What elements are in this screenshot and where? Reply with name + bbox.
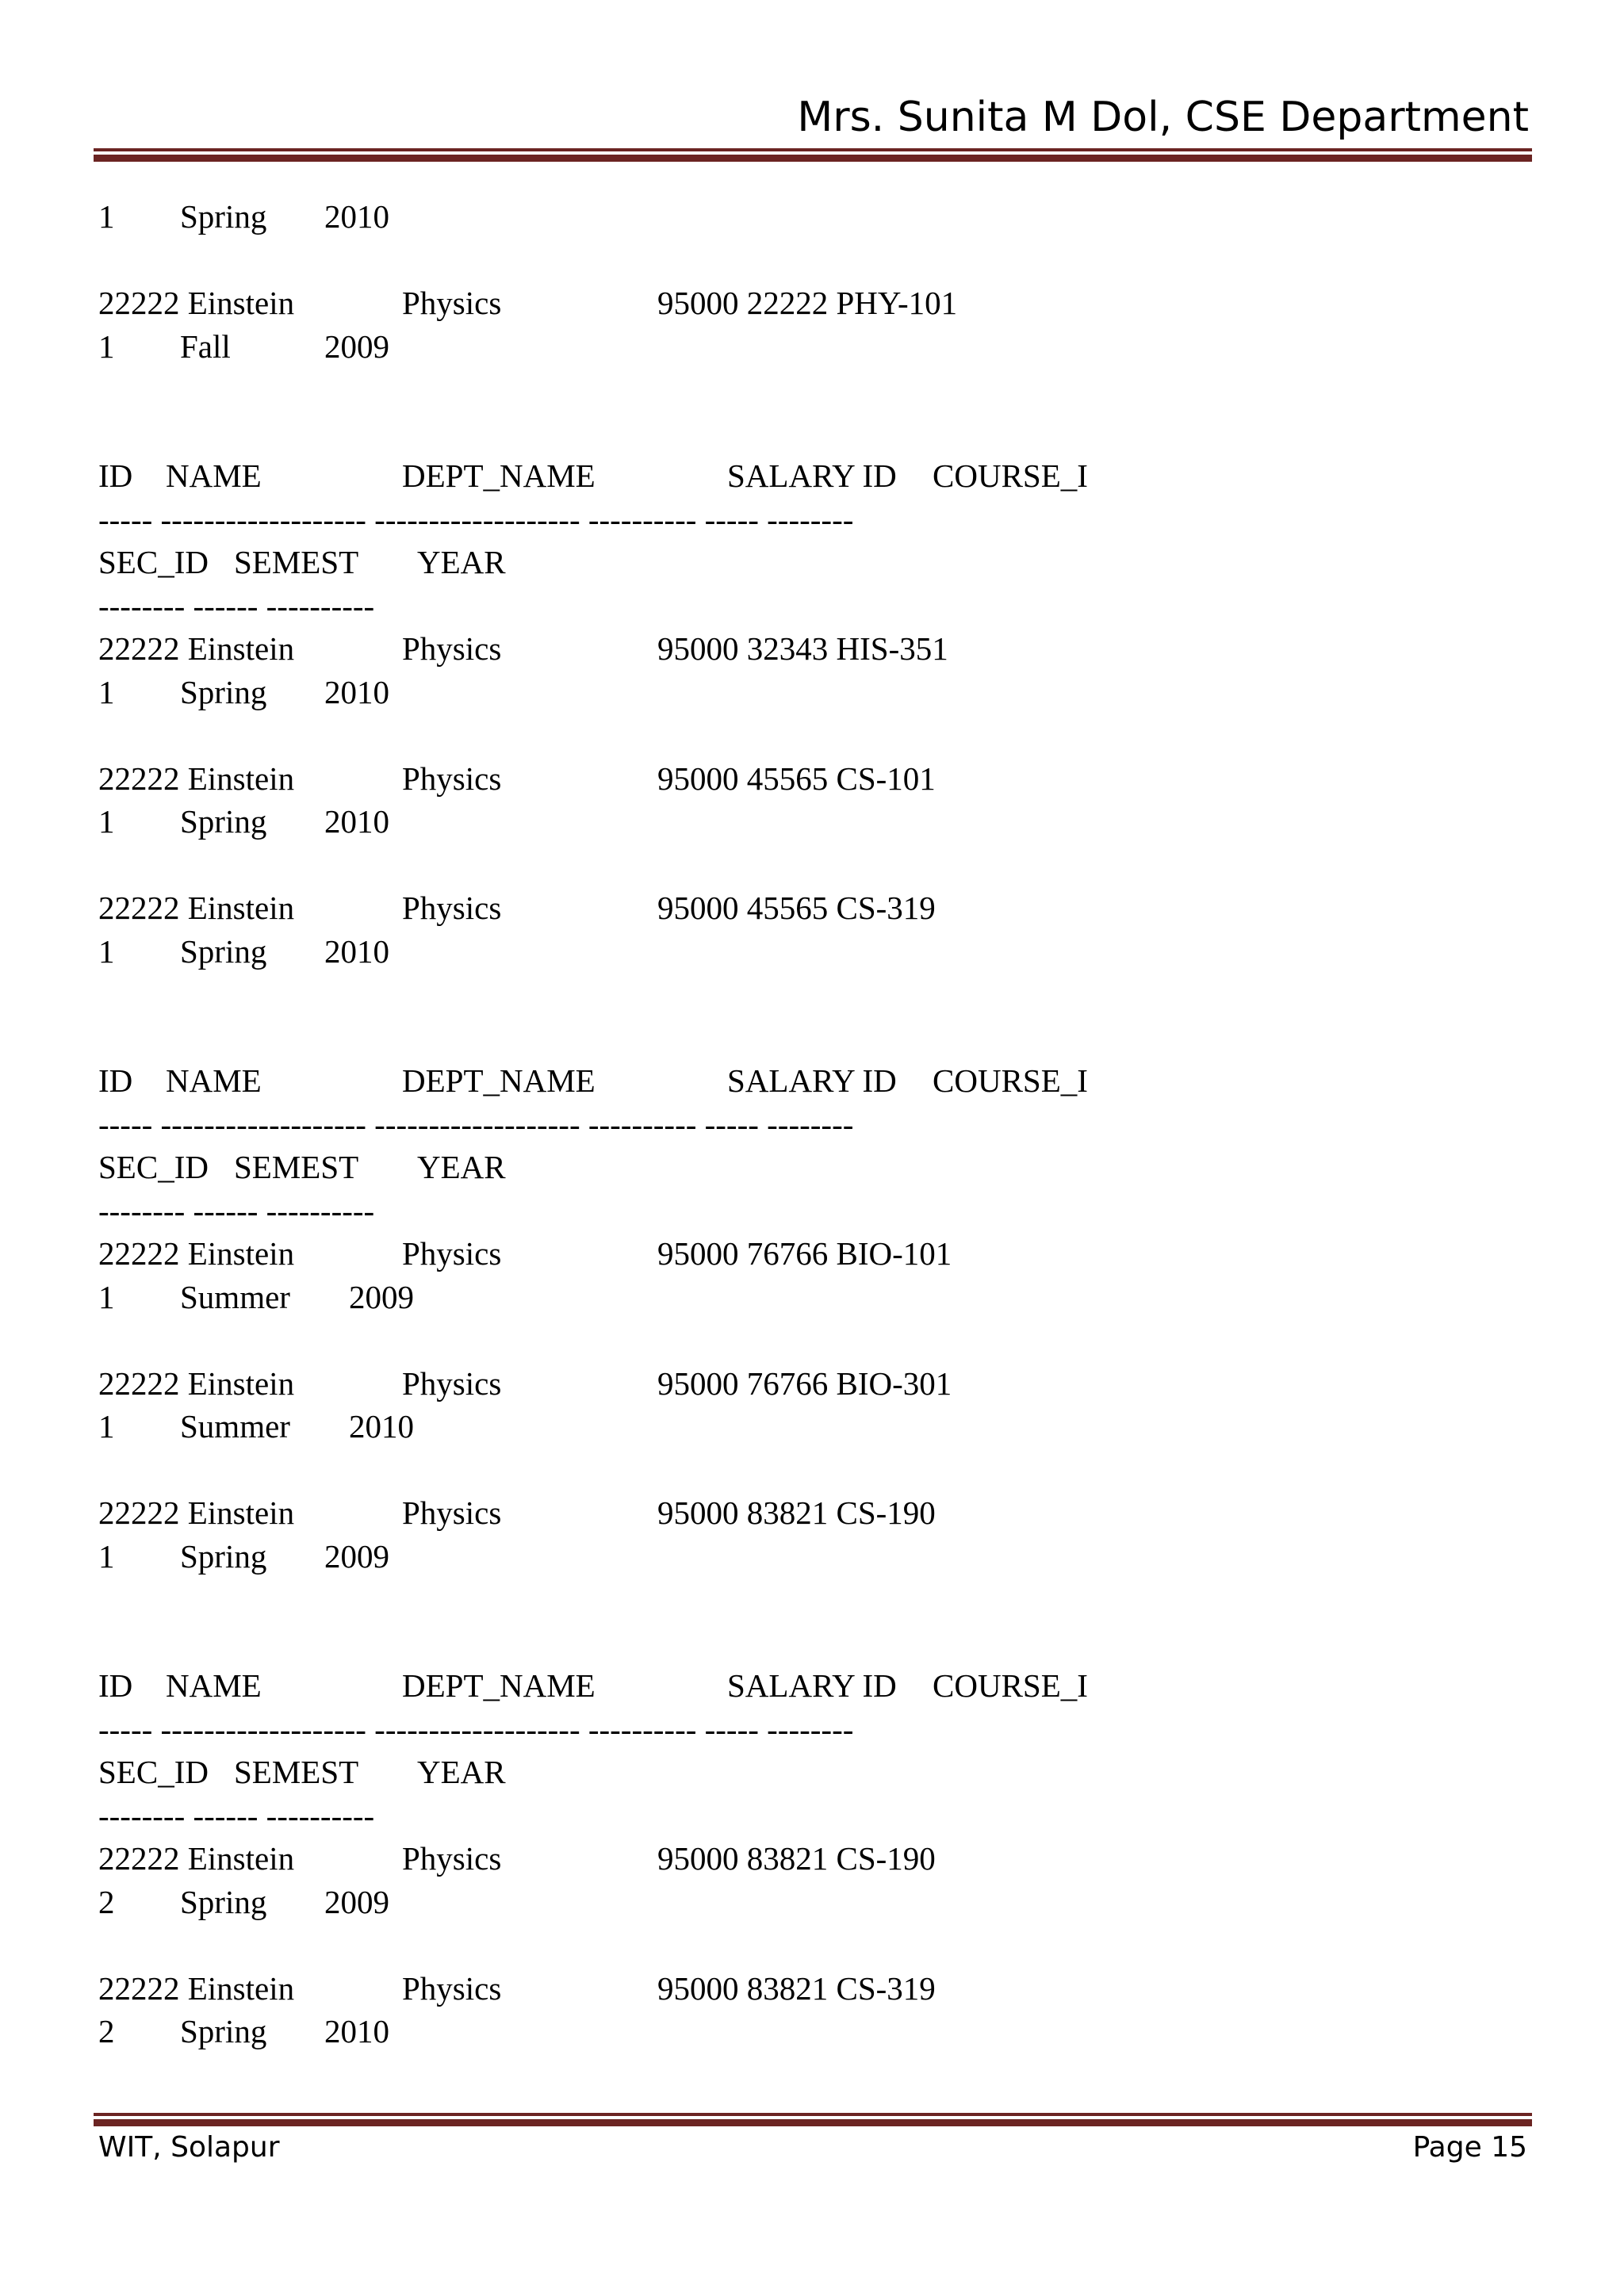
result-cell: 95000 45565 CS-101 xyxy=(657,760,936,797)
blank-line xyxy=(98,1621,1526,1665)
column-header: SEMEST xyxy=(234,1754,359,1790)
result-cell: Spring xyxy=(180,2013,267,2049)
column-header: SEC_ID xyxy=(98,544,209,580)
result-row-line xyxy=(98,1491,1526,1535)
result-row-line xyxy=(98,1362,1526,1406)
result-cell: 22222 Einstein xyxy=(98,1235,295,1272)
result-cell: 22222 Einstein xyxy=(98,1969,295,2007)
separator-line xyxy=(98,584,1526,628)
blank-line xyxy=(98,1016,1526,1060)
column-header: SEC_ID xyxy=(98,1149,209,1185)
column-header: COURSE_I xyxy=(933,1667,1088,1704)
result-cell: 1 xyxy=(98,1537,115,1575)
result-cell: 22222 Einstein xyxy=(98,760,295,797)
result-cell: 95000 22222 PHY-101 xyxy=(657,285,958,321)
column-header: NAME xyxy=(166,1667,262,1704)
column-header-line xyxy=(98,541,1526,584)
column-header: NAME xyxy=(166,1062,262,1099)
column-header: ID xyxy=(98,457,133,494)
result-row-line xyxy=(98,930,1526,974)
blank-line xyxy=(98,1578,1526,1621)
column-header: SALARY ID xyxy=(727,457,897,494)
result-row-line xyxy=(98,1837,1526,1881)
result-cell: Physics xyxy=(402,760,502,797)
result-row-line xyxy=(98,1967,1526,2011)
column-header: COURSE_I xyxy=(933,457,1088,494)
result-cell: 22222 Einstein xyxy=(98,630,295,667)
column-header: ID xyxy=(98,1062,133,1099)
result-row-line xyxy=(98,281,1526,325)
result-cell: Physics xyxy=(402,1364,502,1402)
result-row-line xyxy=(98,1232,1526,1276)
footer-institution: WIT, Solapur xyxy=(98,2131,280,2164)
result-cell: 2 xyxy=(98,1883,115,1920)
result-cell: 2 xyxy=(98,2013,115,2049)
result-cell: Physics xyxy=(402,1494,502,1531)
query-output xyxy=(98,195,1526,2053)
column-header: SALARY ID xyxy=(727,1062,897,1099)
result-row-line xyxy=(98,757,1526,801)
column-header: SEMEST xyxy=(234,1149,359,1185)
separator-line xyxy=(98,1103,1526,1146)
result-cell: 22222 Einstein xyxy=(98,285,295,321)
column-header: COURSE_I xyxy=(933,1062,1088,1099)
result-cell: 1 xyxy=(98,198,115,235)
result-cell: 95000 45565 CS-319 xyxy=(657,890,936,926)
result-cell: 1 xyxy=(98,932,115,970)
result-cell: Spring xyxy=(180,673,267,710)
footer-rule xyxy=(94,2113,1532,2126)
result-cell: Spring xyxy=(180,932,267,970)
page-number: Page 15 xyxy=(1412,2131,1527,2164)
result-cell: 22222 Einstein xyxy=(98,1494,295,1531)
result-cell: 22222 Einstein xyxy=(98,1840,295,1877)
result-cell: Physics xyxy=(402,1969,502,2007)
column-header-line xyxy=(98,1664,1526,1708)
result-cell: Physics xyxy=(402,630,502,667)
column-header: YEAR xyxy=(417,1754,506,1790)
separator-dashes: ----- ------------------- ------------------- ---------- ----- -------- xyxy=(98,1105,854,1142)
column-header-line xyxy=(98,1751,1526,1794)
result-row-line xyxy=(98,1535,1526,1578)
separator-dashes: -------- ------ ---------- xyxy=(98,1192,375,1229)
column-header: DEPT_NAME xyxy=(402,457,596,494)
result-row-line xyxy=(98,671,1526,714)
result-cell: 1 xyxy=(98,803,115,840)
result-cell: 2010 xyxy=(324,2013,389,2049)
result-cell: 2010 xyxy=(324,673,389,710)
result-cell: Physics xyxy=(402,890,502,926)
column-header: YEAR xyxy=(417,544,506,580)
result-row-line xyxy=(98,800,1526,844)
result-cell: Physics xyxy=(402,285,502,321)
column-header: YEAR xyxy=(417,1149,506,1185)
result-row-line xyxy=(98,1276,1526,1319)
result-cell: 95000 32343 HIS-351 xyxy=(657,630,948,667)
result-cell: Fall xyxy=(180,327,231,365)
result-cell: Summer xyxy=(180,1408,290,1445)
result-cell: Spring xyxy=(180,198,267,235)
column-header: ID xyxy=(98,1667,133,1704)
column-header: NAME xyxy=(166,457,262,494)
result-row-line xyxy=(98,2010,1526,2053)
blank-line xyxy=(98,1448,1526,1492)
result-cell: 2009 xyxy=(324,327,389,365)
result-row-line xyxy=(98,627,1526,671)
result-row-line xyxy=(98,1881,1526,1924)
result-cell: 1 xyxy=(98,327,115,365)
separator-dashes: ----- ------------------- ------------------- ---------- ----- -------- xyxy=(98,1710,854,1747)
result-row-line xyxy=(98,325,1526,369)
blank-line xyxy=(98,368,1526,411)
blank-line xyxy=(98,239,1526,282)
result-cell: 95000 76766 BIO-101 xyxy=(657,1235,952,1272)
page-header-title: Mrs. Sunita M Dol, CSE Department xyxy=(797,94,1529,141)
blank-line xyxy=(98,1318,1526,1362)
result-cell: 22222 Einstein xyxy=(98,890,295,926)
blank-line xyxy=(98,973,1526,1016)
result-cell: 95000 83821 CS-190 xyxy=(657,1840,936,1877)
column-header: SEC_ID xyxy=(98,1754,209,1790)
column-header-line xyxy=(98,1146,1526,1189)
result-cell: 2009 xyxy=(349,1278,414,1315)
column-header: DEPT_NAME xyxy=(402,1667,596,1704)
result-cell: 95000 83821 CS-190 xyxy=(657,1494,936,1531)
result-cell: 2010 xyxy=(324,932,389,970)
result-cell: 2009 xyxy=(324,1537,389,1575)
result-cell: 22222 Einstein xyxy=(98,1364,295,1402)
result-cell: 1 xyxy=(98,1278,115,1315)
result-cell: Summer xyxy=(180,1278,290,1315)
result-row-line xyxy=(98,195,1526,239)
separator-line xyxy=(98,1708,1526,1751)
result-row-line xyxy=(98,886,1526,930)
result-cell: Spring xyxy=(180,1537,267,1575)
separator-dashes: -------- ------ ---------- xyxy=(98,1797,375,1834)
separator-line xyxy=(98,1189,1526,1233)
blank-line xyxy=(98,844,1526,887)
column-header: SEMEST xyxy=(234,544,359,580)
separator-line xyxy=(98,1794,1526,1838)
column-header-line xyxy=(98,1059,1526,1103)
result-cell: 1 xyxy=(98,673,115,710)
result-cell: Spring xyxy=(180,1883,267,1920)
result-cell: Spring xyxy=(180,803,267,840)
result-cell: 2009 xyxy=(324,1883,389,1920)
separator-dashes: -------- ------ ---------- xyxy=(98,587,375,624)
result-cell: Physics xyxy=(402,1235,502,1272)
blank-line xyxy=(98,411,1526,455)
result-cell: 1 xyxy=(98,1408,115,1445)
blank-line xyxy=(98,714,1526,757)
result-cell: 95000 76766 BIO-301 xyxy=(657,1364,952,1402)
separator-dashes: ----- ------------------- ------------------- ---------- ----- -------- xyxy=(98,500,854,538)
result-cell: 2010 xyxy=(324,198,389,235)
column-header: DEPT_NAME xyxy=(402,1062,596,1099)
header-rule xyxy=(94,148,1532,162)
result-cell: 2010 xyxy=(324,803,389,840)
result-cell: Physics xyxy=(402,1840,502,1877)
result-cell: 2010 xyxy=(349,1408,414,1445)
column-header: SALARY ID xyxy=(727,1667,897,1704)
column-header-line xyxy=(98,454,1526,498)
separator-line xyxy=(98,498,1526,541)
result-cell: 95000 83821 CS-319 xyxy=(657,1969,936,2007)
blank-line xyxy=(98,1923,1526,1967)
result-row-line xyxy=(98,1405,1526,1448)
